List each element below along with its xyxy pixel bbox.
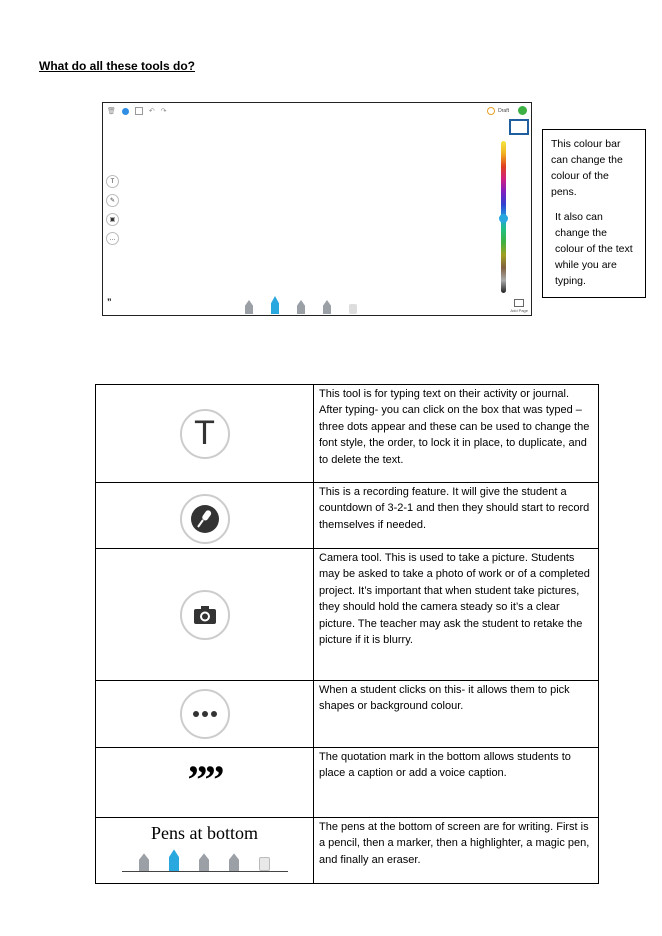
quote-icon: [97, 756, 312, 802]
more-tool-icon: …: [106, 232, 119, 245]
app-screenshot: [102, 102, 532, 316]
table-row: [96, 748, 599, 818]
page-heading: What do all these tools do?: [39, 59, 195, 73]
trash-icon: 🗑: [107, 108, 116, 115]
description-cell: Camera tool. This is used to take a picture. Students may be asked to take a photo of work or of a completed project. It’s important that when student take pictures, they should hold the camera steady so it’s a clear picture. The teacher may ask the student to retake the picture if it is blurry.: [314, 549, 599, 681]
marker-icon: [169, 849, 179, 871]
note-paragraph-2: It also can change the colour of the text while you are typing.: [555, 211, 633, 287]
camera-tool-icon: ▣: [106, 213, 119, 226]
icon-cell: [96, 748, 314, 818]
table-row: [96, 483, 599, 549]
pencil-icon: [245, 300, 253, 314]
color-dot-icon: [122, 108, 129, 115]
microphone-icon: [180, 494, 230, 544]
draft-label: Draft: [498, 108, 509, 114]
description-cell: This tool is for typing text on their activity or journal. After typing- you can click on the box that was typed – three dots appear and these can be used to change the font style, the order, to lock it in place, to duplicate, and to delete the text.: [314, 385, 599, 483]
eraser-icon: [349, 304, 357, 314]
table-row: [96, 385, 599, 483]
icon-cell: [96, 483, 314, 549]
pencil-icon: [139, 853, 149, 871]
pens-icon: [122, 849, 288, 872]
highlighter-icon: [297, 300, 305, 314]
redo-icon: ↷: [160, 108, 167, 115]
draft-status: [487, 107, 509, 115]
submit-check-icon: [518, 106, 527, 115]
table-row: [96, 681, 599, 748]
top-toolbar: [107, 107, 167, 115]
side-tools: [106, 175, 119, 245]
pen-tool-icon: ✎: [106, 194, 119, 207]
add-page-label: Add Page: [510, 308, 528, 313]
magic-pen-icon: [323, 300, 331, 314]
tools-table: [95, 384, 599, 884]
color-bar-note: [542, 129, 646, 298]
text-tool-icon: T: [106, 175, 119, 188]
pens-label: Pens at bottom: [151, 823, 258, 843]
add-page: [510, 299, 528, 313]
color-bar-knob: [499, 214, 508, 223]
text-icon: [180, 409, 230, 459]
eraser-icon: [259, 857, 270, 871]
draft-icon: [487, 107, 495, 115]
description-cell: The pens at the bottom of screen are for writing. First is a pencil, then a marker, then a highlighter, a magic pen, and finally an eraser.: [314, 818, 599, 884]
quote-glyph: ”: [187, 756, 205, 802]
pen-tray: [245, 296, 357, 314]
description-cell: The quotation mark in the bottom allows students to place a caption or add a voice caption.: [314, 748, 599, 818]
more-icon: [180, 689, 230, 739]
quote-tool-icon: ”: [107, 297, 112, 307]
magic-pen-icon: [229, 853, 239, 871]
icon-cell: [96, 385, 314, 483]
camera-icon: [180, 590, 230, 640]
highlighter-icon: [199, 853, 209, 871]
note-paragraph-1: This colour bar can change the colour of the pens.: [551, 138, 623, 198]
add-page-icon: [514, 299, 524, 307]
table-row: [96, 818, 599, 884]
description-cell: When a student clicks on this- it allows them to pick shapes or background colour.: [314, 681, 599, 748]
undo-icon: ↶: [148, 108, 155, 115]
highlight-box: [509, 119, 529, 135]
quote-glyph: ”: [204, 756, 222, 802]
marker-icon: [271, 296, 279, 314]
table-row: [96, 549, 599, 681]
select-icon: [135, 107, 143, 115]
description-cell: This is a recording feature. It will give the student a countdown of 3-2-1 and then they should start to record themselves if needed.: [314, 483, 599, 549]
text-icon-glyph: T: [194, 414, 215, 453]
icon-cell: [96, 818, 314, 884]
icon-cell: [96, 549, 314, 681]
icon-cell: [96, 681, 314, 748]
